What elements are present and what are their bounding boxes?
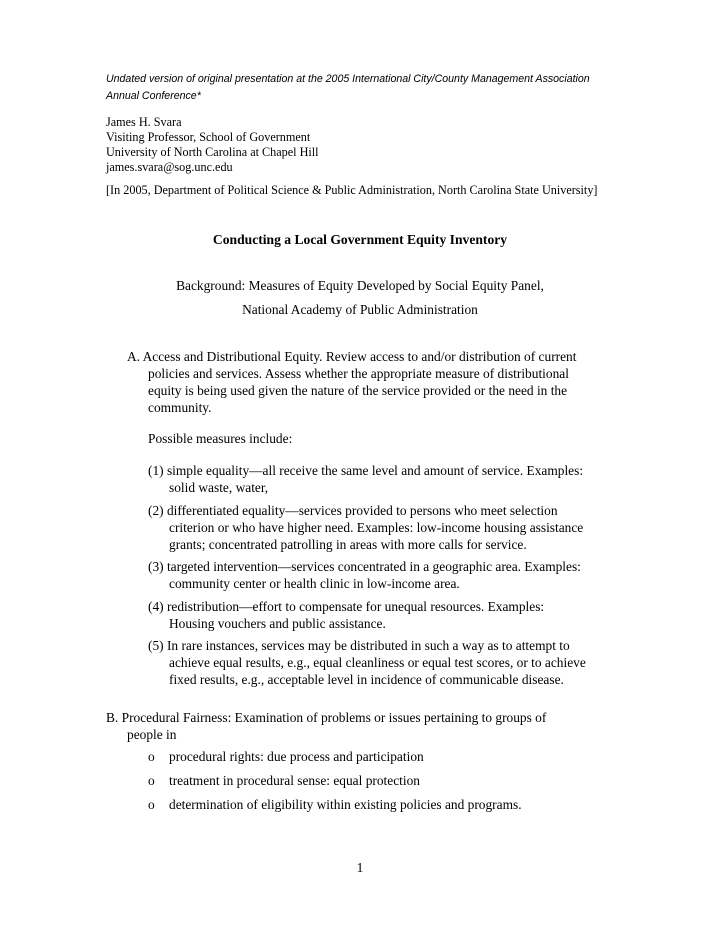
author-email: james.svara@sog.unc.edu: [106, 160, 233, 174]
background-line-1: Background: Measures of Equity Developed by Social Equity Panel,: [176, 278, 544, 293]
measure-5-line-2: achieve equal results, e.g., equal cleanliness or equal test scores, or to achieve: [169, 655, 586, 670]
background-line-2: National Academy of Public Administration: [242, 302, 478, 317]
measure-4-line-2: Housing vouchers and public assistance.: [169, 616, 386, 631]
document-title: Conducting a Local Government Equity Inventory: [212, 232, 508, 247]
bullet-marker-1: o: [148, 749, 155, 764]
prior-affiliation: [In 2005, Department of Political Science & Public Administration, North Carolina State University]: [106, 183, 598, 197]
measure-2-line-3: grants; concentrated patrolling in areas with more calls for service.: [169, 537, 527, 552]
measure-5-line-1: (5) In rare instances, services may be distributed in such a way as to attempt to: [148, 638, 570, 653]
section-a-line-3: equity is being used given the nature of the service provided or the need in the: [148, 383, 568, 398]
measure-3-line-2: community center or health clinic in low-income area.: [169, 576, 460, 591]
bullet-marker-3: o: [148, 797, 155, 812]
section-b-line-1: B. Procedural Fairness: Examination of problems or issues pertaining to groups of: [106, 710, 547, 725]
bullet-marker-2: o: [148, 773, 155, 788]
page-number: 1: [356, 860, 364, 875]
section-b-bullet-1: procedural rights: due process and participation: [169, 749, 424, 764]
measure-4-line-1: (4) redistribution—effort to compensate for unequal resources. Examples:: [148, 599, 545, 614]
measure-1-line-1: (1) simple equality—all receive the same level and amount of service. Examples:: [148, 463, 584, 478]
author-university: University of North Carolina at Chapel Hill: [106, 145, 319, 159]
measure-2-line-2: criterion or who have higher need. Examples: low-income housing assistance: [169, 520, 584, 535]
section-b-bullet-3: determination of eligibility within existing policies and programs.: [169, 797, 522, 812]
section-b-bullet-2: treatment in procedural sense: equal protection: [169, 773, 420, 788]
section-b-line-2: people in: [127, 727, 177, 742]
measure-5-line-3: fixed results, e.g., acceptable level in incidence of communicable disease.: [169, 672, 564, 687]
measure-1-line-2: solid waste, water,: [169, 480, 269, 495]
header-note-line-1: Undated version of original presentation at the 2005 International City/County Management Association: [106, 73, 590, 85]
measures-intro: Possible measures include:: [148, 431, 293, 446]
section-a-line-2: policies and services. Assess whether the appropriate measure of distributional: [148, 366, 569, 381]
author-position: Visiting Professor, School of Government: [106, 130, 311, 144]
measure-2-line-1: (2) differentiated equality—services provided to persons who meet selection: [148, 503, 558, 518]
measure-3-line-1: (3) targeted intervention—services concentrated in a geographic area. Examples:: [148, 559, 581, 574]
section-a-line-1: A. Access and Distributional Equity. Review access to and/or distribution of current: [127, 349, 577, 364]
section-a-line-4: community.: [148, 400, 212, 415]
header-note-line-2: Annual Conference*: [106, 90, 201, 102]
author-name: James H. Svara: [106, 115, 182, 129]
